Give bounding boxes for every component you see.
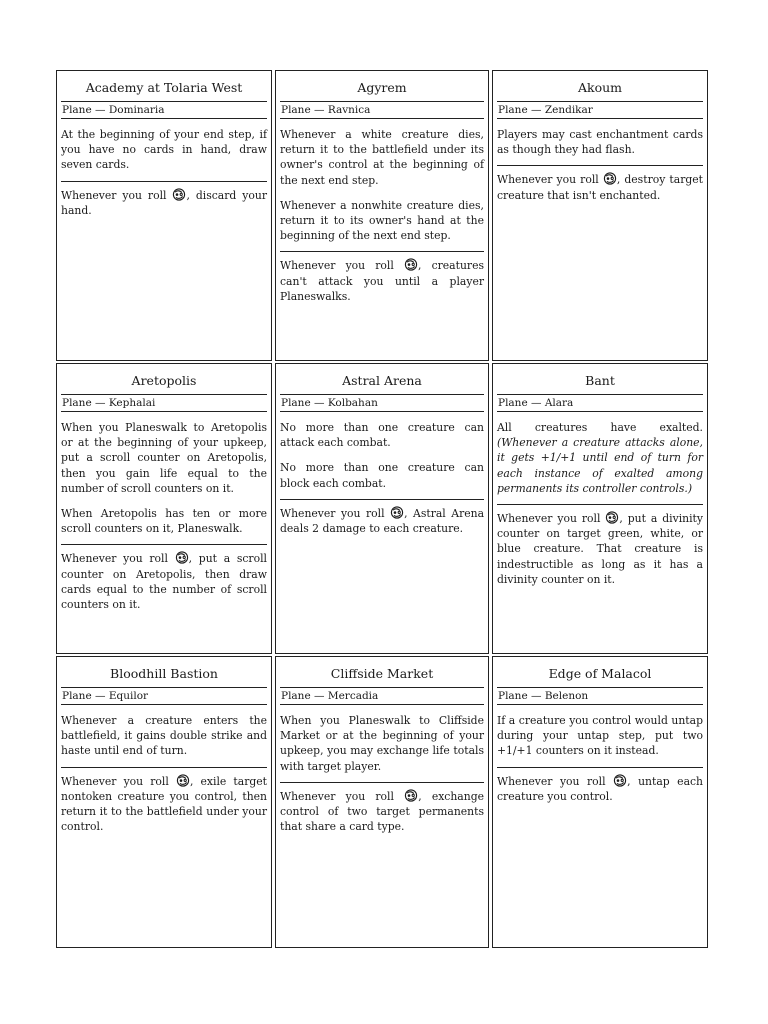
rules-text-content: No more than one creature can block each combat. (280, 461, 484, 490)
chaos-divider (280, 782, 484, 783)
chaos-symbol-icon (175, 551, 189, 564)
card-type-line: Plane — Mercadia (280, 687, 484, 705)
chaos-divider (61, 544, 267, 545)
chaos-text-before: Whenever you roll (61, 552, 168, 566)
chaos-symbol-icon (605, 511, 619, 524)
rules-text-content: Players may cast enchantment cards as though they had flash. (497, 128, 703, 157)
rules-text (497, 420, 703, 496)
chaos-text-before: Whenever you roll (497, 774, 606, 788)
card-type-line: Plane — Ravnica (280, 101, 484, 119)
chaos-ability-text (497, 172, 703, 202)
chaos-symbol-icon (613, 774, 627, 787)
rules-text-content: At the beginning of your end step, if you have no cards in hand, draw seven cards. (61, 128, 267, 172)
card-type-line: Plane — Dominaria (61, 101, 267, 119)
reminder-text: (Whenever a creature attacks alone, it gets +1/+1 until end of turn for each instance of exalted among permanents its controller controls.) (497, 436, 703, 495)
chaos-ability-text (280, 506, 484, 536)
plane-card (56, 656, 272, 948)
rules-text (497, 127, 703, 157)
chaos-text-before: Whenever you roll (497, 173, 599, 187)
plane-card (492, 363, 708, 654)
chaos-text-after: , discard your hand. (61, 188, 267, 217)
chaos-divider (61, 181, 267, 182)
rules-text (61, 713, 267, 759)
chaos-divider (280, 499, 484, 500)
chaos-divider (497, 504, 703, 505)
rules-text (61, 127, 267, 173)
card-type-line: Plane — Alara (497, 394, 703, 412)
chaos-divider (61, 767, 267, 768)
chaos-symbol-icon (390, 506, 404, 519)
rules-text-content: When you Planeswalk to Aretopolis or at the beginning of your upkeep, put a scroll counter on Aretopolis, then you gain life equal to the number of scroll counters on it. (61, 421, 267, 495)
rules-text-content: No more than one creature can attack each combat. (280, 421, 484, 450)
card-title: Cliffside Market (330, 666, 434, 681)
chaos-text-after: , Astral Arena deals 2 damage to each creature. (280, 506, 485, 536)
plane-card (56, 70, 272, 361)
card-title: Edge of Malacol (548, 666, 652, 681)
card-title: Bant (585, 373, 615, 388)
chaos-text-after: , put a scroll counter on Aretopolis, then draw cards equal to the number of scroll counters on it. (61, 552, 268, 612)
rules-text (280, 460, 484, 490)
card-title: Agyrem (357, 80, 407, 95)
chaos-text-after: , put a divinity counter on target green, white, or blue creature. That creature is indestructible as long as it has a divinity counter on it. (497, 512, 703, 586)
plane-card (492, 656, 708, 948)
card-title: Aretopolis (131, 373, 197, 388)
chaos-ability-text (280, 258, 484, 304)
rules-text-content: Whenever a white creature dies, return it to the battlefield under its owner's control at the beginning of the next end step. (280, 128, 484, 187)
chaos-symbol-icon (404, 789, 418, 802)
card-title: Bloodhill Bastion (110, 666, 218, 681)
chaos-text-after: , exchange control of two target permanents that share a card type. (280, 789, 484, 834)
chaos-text-before: Whenever you roll (61, 188, 167, 202)
chaos-text-before: Whenever you roll (280, 506, 385, 520)
card-title: Akoum (577, 80, 623, 95)
plane-card (492, 70, 708, 361)
plane-card (275, 656, 489, 948)
card-title: Astral Arena (342, 373, 422, 388)
chaos-text-before: Whenever you roll (280, 789, 394, 803)
chaos-ability-text (497, 774, 703, 804)
chaos-ability-text (280, 789, 484, 835)
rules-text (280, 127, 484, 188)
chaos-symbol-icon (172, 188, 186, 201)
chaos-symbol-icon (404, 258, 418, 271)
chaos-text-before: Whenever you roll (497, 512, 601, 526)
chaos-text-after: , untap each creature you control. (497, 774, 704, 803)
chaos-divider (497, 767, 703, 768)
chaos-text-before: Whenever you roll (280, 259, 394, 273)
chaos-symbol-icon (176, 774, 190, 787)
plane-card (275, 70, 489, 361)
card-type-line: Plane — Equilor (61, 687, 267, 705)
card-type-line: Plane — Kolbahan (280, 394, 484, 412)
rules-text-content: Whenever a nonwhite creature dies, return it to its owner's hand at the beginning of the next end step. (280, 198, 484, 243)
card-type-line: Plane — Zendikar (497, 101, 703, 119)
rules-text (497, 713, 703, 759)
chaos-text-before: Whenever you roll (61, 774, 169, 788)
rules-text (280, 713, 484, 774)
chaos-divider (280, 251, 484, 252)
card-type-line: Plane — Belenon (497, 687, 703, 705)
card-type-line: Plane — Kephalai (61, 394, 267, 412)
rules-text-content: Whenever a creature enters the battlefield, it gains double strike and haste until end of turn. (61, 714, 267, 758)
rules-text (61, 420, 267, 496)
chaos-ability-text (61, 551, 267, 612)
card-sheet (56, 70, 708, 948)
chaos-divider (497, 165, 703, 166)
rules-text-content: All creatures have exalted. (497, 421, 703, 434)
rules-text (280, 420, 484, 450)
plane-card (56, 363, 272, 654)
card-title: Academy at Tolaria West (85, 80, 243, 95)
rules-text (280, 198, 484, 244)
chaos-text-after: , creatures can't attack you until a player Planeswalks. (280, 259, 484, 303)
chaos-text-after: , destroy target creature that isn't enchanted. (497, 173, 703, 202)
rules-text (61, 506, 267, 536)
chaos-ability-text (61, 188, 267, 218)
chaos-ability-text (497, 511, 703, 587)
rules-text-content: When Aretopolis has ten or more scroll counters on it, Planeswalk. (61, 507, 267, 536)
chaos-ability-text (61, 774, 267, 835)
chaos-text-after: , exile target nontoken creature you control, then return it to the battlefield under your control. (61, 774, 268, 834)
rules-text-content: If a creature you control would untap during your untap step, put two +1/+1 counters on it instead. (497, 714, 703, 758)
chaos-symbol-icon (603, 172, 617, 185)
rules-text-content: When you Planeswalk to Cliffside Market or at the beginning of your upkeep, you may exchange life totals with target player. (280, 714, 484, 773)
plane-card (275, 363, 489, 654)
